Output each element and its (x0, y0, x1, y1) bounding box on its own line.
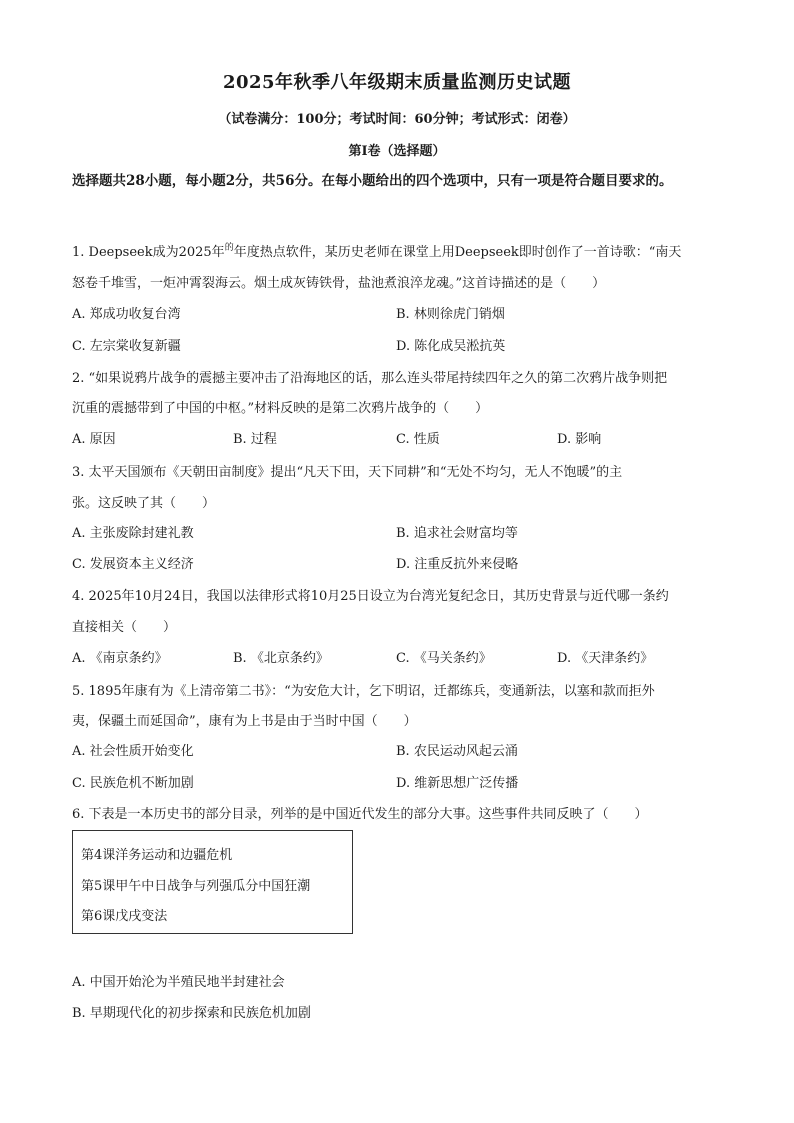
q5-option-d[interactable]: D. 维新思想广泛传播 (396, 776, 519, 791)
question-1-line-1 (72, 238, 728, 269)
q1-option-d[interactable]: D. 陈化成吴淞抗英 (396, 339, 506, 354)
q3-option-d[interactable]: D. 注重反抗外来侵略 (396, 557, 519, 572)
q1-option-b[interactable]: B. 林则徐虎门销烟 (396, 307, 505, 322)
question-1-superscript: 的 (224, 243, 234, 253)
q4-option-a[interactable]: A. 《南京条约》 (72, 651, 168, 666)
exam-info: （试卷满分：100分；考试时间：60分钟；考试形式：闭卷） (218, 112, 576, 127)
question-3-line-1: 3. 太平天国颁布《天朝田亩制度》提出“凡天下田，天下同耕”和“无处不均匀，无人不饱暖”的主 (72, 465, 623, 480)
question-4-line-2: 直接相关（ ） (72, 620, 177, 635)
q2-option-b[interactable]: B. 过程 (233, 432, 277, 447)
q5-option-c[interactable]: C. 民族危机不断加剧 (72, 776, 194, 791)
question-1-text-b: 年度热点软件，某历史老师在课堂上用Deepseek即时创作了一首诗歌：“南天 (233, 245, 682, 260)
question-4-line-1: 4. 2025年10月24日，我国以法律形式将10月25日设立为台湾光复纪念日，其历史背景与近代哪一条约 (72, 589, 669, 604)
toc-item: 第5课甲午中日战争与列强瓜分中国狂潮 (81, 879, 311, 894)
q4-option-b[interactable]: B. 《北京条约》 (233, 651, 329, 666)
question-1-line-2: 怒卷千堆雪，一炬冲霄裂海云。烟土成灰铸铁骨，盐池煮浪淬龙魂。”这首诗描述的是（ ） (72, 276, 606, 291)
q1-option-a[interactable]: A. 郑成功收复台湾 (72, 307, 181, 322)
toc-item: 第4课洋务运动和边疆危机 (81, 848, 233, 863)
question-6-line-1: 6. 下表是一本历史书的部分目录，列举的是中国近代发生的部分大事。这些事件共同反映了（ ） (72, 807, 648, 822)
question-3-line-2: 张。这反映了其（ ） (72, 496, 216, 511)
q2-option-d[interactable]: D. 影响 (557, 432, 602, 447)
exam-title: 2025年秋季八年级期末质量监测历史试题 (222, 72, 572, 93)
q6-option-b[interactable]: B. 早期现代化的初步探索和民族危机加剧 (72, 1006, 311, 1021)
question-2-line-2: 沉重的震撼带到了中国的中枢。”材料反映的是第二次鸦片战争的（ ） (72, 401, 489, 416)
q2-option-c[interactable]: C. 性质 (396, 432, 440, 447)
q3-option-c[interactable]: C. 发展资本主义经济 (72, 557, 194, 572)
table-of-contents-box (72, 830, 353, 934)
q5-option-a[interactable]: A. 社会性质开始变化 (72, 744, 194, 759)
question-2-line-1: 2. “如果说鸦片战争的震撼主要冲击了沿海地区的话，那么连头带尾持续四年之久的第二次鸦片战争则把 (72, 371, 668, 386)
question-1-text-a: 1. Deepseek成为2025年 (72, 245, 225, 260)
section-heading: 第Ⅰ卷（选择题） (348, 144, 446, 159)
question-5-line-2: 夷，保疆土而延国命”，康有为上书是由于当时中国（ ） (72, 714, 417, 729)
q6-option-a[interactable]: A. 中国开始沦为半殖民地半封建社会 (72, 975, 285, 990)
q4-option-c[interactable]: C. 《马关条约》 (396, 651, 492, 666)
q4-option-d[interactable]: D. 《天津条约》 (557, 651, 654, 666)
q3-option-b[interactable]: B. 追求社会财富均等 (396, 526, 518, 541)
question-5-line-1: 5. 1895年康有为《上清帝第二书》：“为安危大计，乞下明诏，迁都练兵，变通新法，以塞和款而拒外 (72, 684, 655, 699)
q1-option-c[interactable]: C. 左宗棠收复新疆 (72, 339, 181, 354)
instructions: 选择题共28小题，每小题2分，共56分。在每小题给出的四个选项中，只有一项是符合题目要求的。 (72, 173, 673, 189)
q2-option-a[interactable]: A. 原因 (72, 432, 116, 447)
q5-option-b[interactable]: B. 农民运动风起云涌 (396, 744, 518, 759)
toc-item: 第6课戊戌变法 (81, 909, 168, 924)
q3-option-a[interactable]: A. 主张废除封建礼教 (72, 526, 194, 541)
